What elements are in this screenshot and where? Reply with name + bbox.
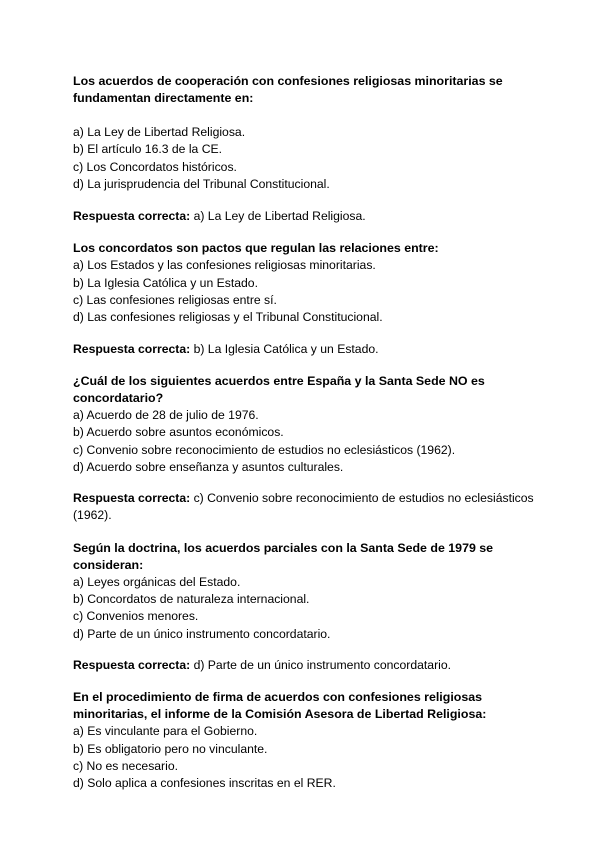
question-text: Los concordatos son pactos que regulan las relaciones entre: xyxy=(73,241,439,256)
answer-text: c) Convenio sobre reconocimiento de estudios no eclesiásticos (1962). xyxy=(73,491,534,523)
question-block-3 xyxy=(73,373,543,525)
options-list xyxy=(73,723,543,792)
option-b: b) La Iglesia Católica y un Estado. xyxy=(73,275,258,290)
correct-answer xyxy=(73,657,543,674)
correct-answer xyxy=(73,490,543,525)
option-a: a) Es vinculante para el Gobierno. xyxy=(73,724,258,739)
options-list xyxy=(73,257,543,326)
option-b: b) Acuerdo sobre asuntos económicos. xyxy=(73,425,284,440)
option-c: c) Convenio sobre reconocimiento de estudios no eclesiásticos (1962). xyxy=(73,442,456,457)
answer-text: d) Parte de un único instrumento concordatario. xyxy=(190,657,452,672)
question-text: Según la doctrina, los acuerdos parciales con la Santa Sede de 1979 se consideran: xyxy=(73,540,494,572)
answer-label: Respuesta correcta: xyxy=(73,209,191,224)
option-d: d) La jurisprudencia del Tribunal Constitucional. xyxy=(73,176,330,191)
option-a: a) Leyes orgánicas del Estado. xyxy=(73,574,241,589)
question-block-4 xyxy=(73,540,543,674)
correct-answer xyxy=(73,341,543,358)
option-b: b) Es obligatorio pero no vinculante. xyxy=(73,741,268,756)
answer-text: b) La Iglesia Católica y un Estado. xyxy=(190,341,379,356)
option-c: c) Convenios menores. xyxy=(73,609,199,624)
option-d: d) Solo aplica a confesiones inscritas en el RER. xyxy=(73,776,336,791)
question-text: ¿Cuál de los siguientes acuerdos entre España y la Santa Sede NO es concordatario? xyxy=(73,373,485,405)
option-d: d) Parte de un único instrumento concordatario. xyxy=(73,626,331,641)
option-a: a) La Ley de Libertad Religiosa. xyxy=(73,125,246,139)
answer-label: Respuesta correcta: xyxy=(73,491,191,506)
answer-label: Respuesta correcta: xyxy=(73,657,191,672)
option-d: d) Acuerdo sobre enseñanza y asuntos culturales. xyxy=(73,459,344,474)
options-list xyxy=(73,407,543,476)
answer-label: Respuesta correcta: xyxy=(73,341,191,356)
document-page xyxy=(73,73,543,792)
correct-answer xyxy=(73,208,543,225)
option-b: b) Concordatos de naturaleza internacional. xyxy=(73,592,310,607)
question-block-2 xyxy=(73,240,543,357)
options-list xyxy=(73,574,543,643)
option-a: a) Acuerdo de 28 de julio de 1976. xyxy=(73,407,259,422)
option-c: c) Los Concordatos históricos. xyxy=(73,159,237,174)
answer-text: a) La Ley de Libertad Religiosa. xyxy=(190,209,366,224)
option-d: d) Las confesiones religiosas y el Tribunal Constitucional. xyxy=(73,310,383,325)
question-block-1 xyxy=(73,73,543,225)
question-text: Los acuerdos de cooperación con confesiones religiosas minoritarias se fundamentan directamente en: xyxy=(73,74,503,105)
option-c: c) No es necesario. xyxy=(73,758,178,773)
question-text: En el procedimiento de firma de acuerdos con confesiones religiosas minoritarias, el informe de la Comisión Asesora de Libertad Religiosa: xyxy=(73,690,487,722)
question-block-5 xyxy=(73,689,543,792)
options-list xyxy=(73,124,543,193)
option-a: a) Los Estados y las confesiones religiosas minoritarias. xyxy=(73,258,376,273)
option-b: b) El artículo 16.3 de la CE. xyxy=(73,142,223,157)
option-c: c) Las confesiones religiosas entre sí. xyxy=(73,293,277,308)
